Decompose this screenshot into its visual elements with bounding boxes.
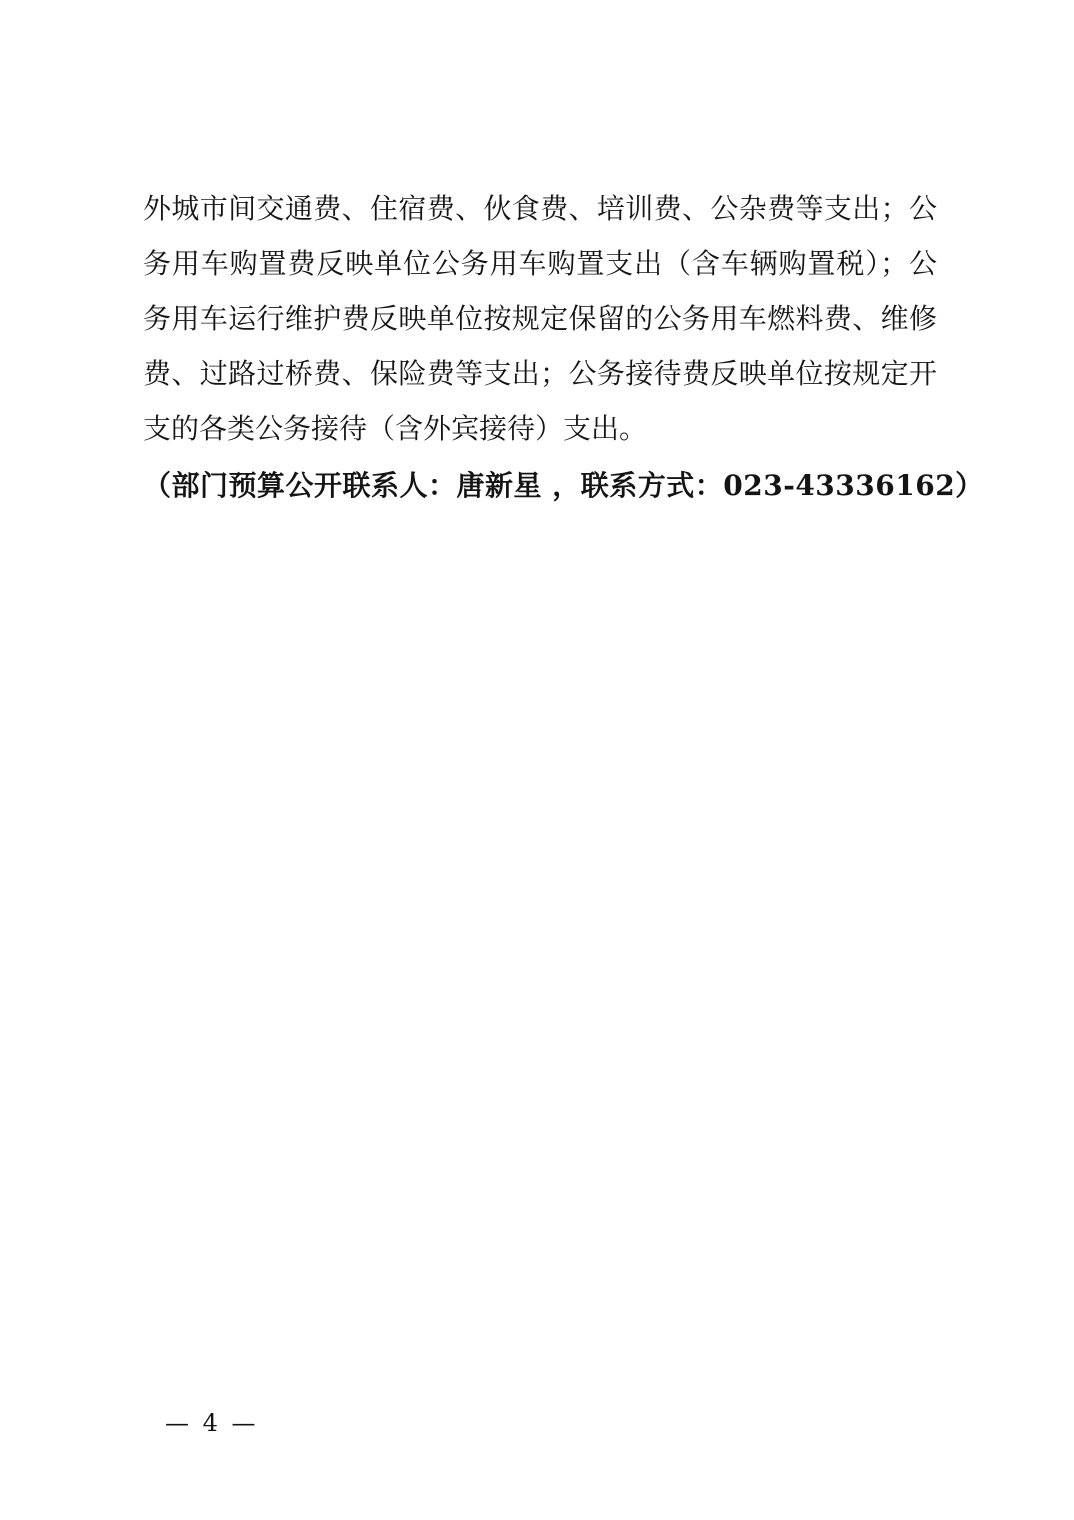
- budget-contact-line: （部门预算公开联系人：唐新星 ，联系方式：023-43336162）: [143, 469, 984, 502]
- paragraph-line-3: 务用车运行维护费反映单位按规定保留的公务用车燃料费、维修: [143, 302, 937, 335]
- paragraph-line-1: 外城市间交通费、住宿费、伙食费、培训费、公杂费等支出；公: [143, 192, 937, 225]
- paragraph-line-5: 支的各类公务接待（含外宾接待）支出。: [143, 412, 648, 445]
- body-text: [143, 181, 984, 513]
- page-number: — 4 —: [165, 1409, 259, 1437]
- paragraph-line-2: 务用车购置费反映单位公务用车购置支出（含车辆购置税）；公: [143, 247, 937, 280]
- paragraph-line-4: 费、过路过桥费、保险费等支出；公务接待费反映单位按规定开: [143, 357, 937, 390]
